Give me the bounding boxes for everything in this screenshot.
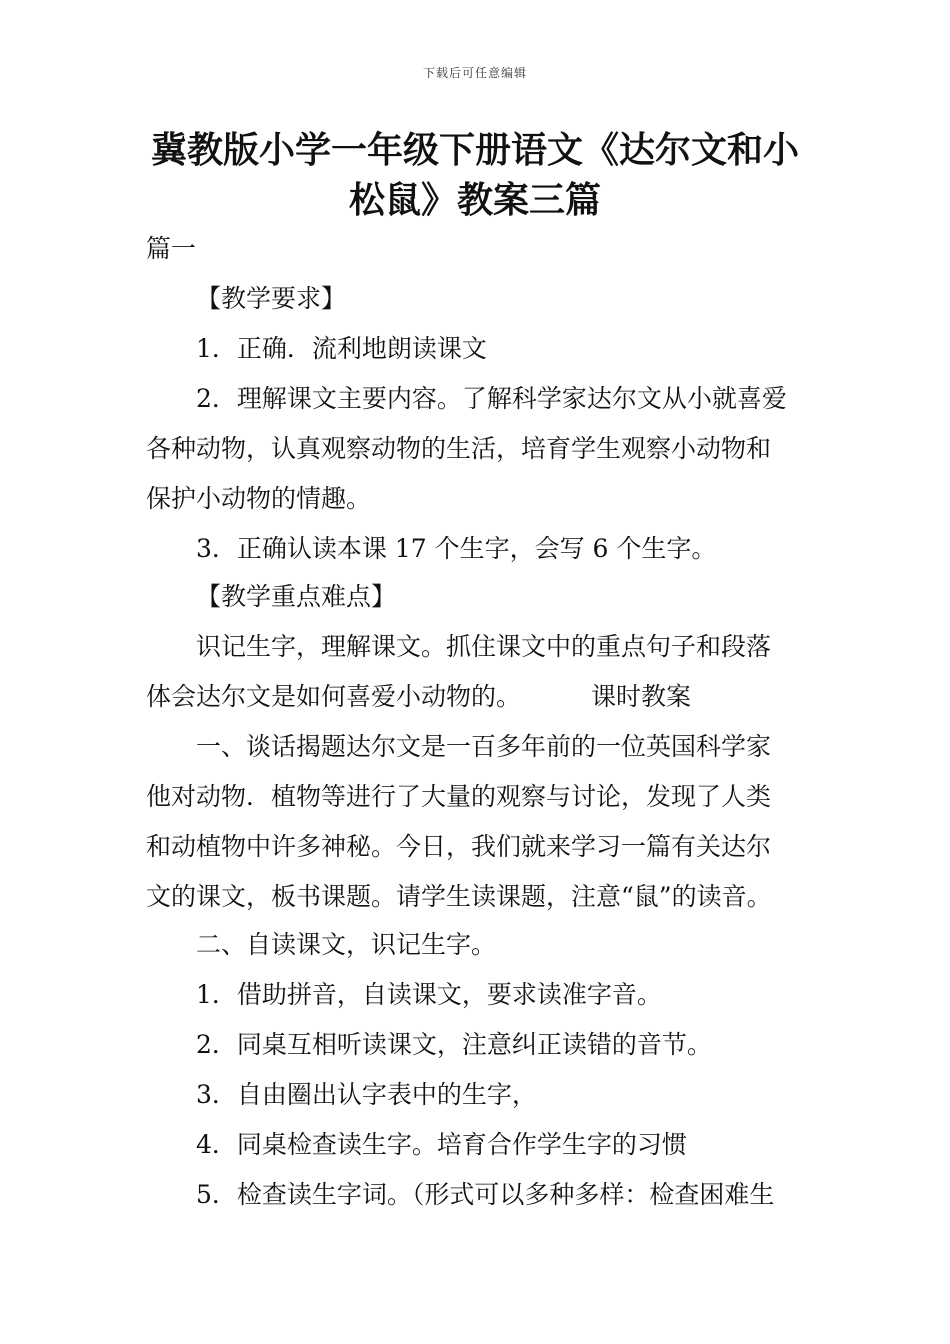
title-line-1: 冀教版小学一年级下册语文《达尔文和小: [150, 130, 799, 171]
step2-item-5: 5．检查读生字词。（形式可以多种多样：检查困难生: [196, 1180, 775, 1209]
step1-line-4: 文的课文，板书课题。请学生读课题，注意“鼠”的读音。: [146, 882, 772, 911]
step2-item-3: 3．自由圈出认字表中的生字，: [196, 1080, 537, 1109]
section-label: 篇一: [146, 234, 197, 263]
lesson-plan-label: 课时教案: [591, 682, 692, 711]
requirement-1: 1．正确．流利地朗读课文: [196, 334, 487, 363]
step1-line-1: 一、谈话揭题达尔文是一百多年前的一位英国科学家: [196, 732, 772, 761]
requirement-2-line-2: 各种动物，认真观察动物的生活，培育学生观察小动物和: [146, 434, 772, 463]
keypoints-line-2-text: 体会达尔文是如何喜爱小动物的。: [146, 682, 522, 711]
step2-item-2: 2．同桌互相听读课文，注意纠正读错的音节。: [196, 1030, 712, 1059]
step1-line-3: 和动植物中许多神秘。今日，我们就来学习一篇有关达尔: [146, 832, 772, 861]
heading-requirements: 【教学要求】: [196, 284, 347, 313]
document-title: [120, 126, 830, 226]
requirement-2-line-1: 2．理解课文主要内容。了解科学家达尔文从小就喜爱: [196, 384, 787, 413]
step2-item-4: 4．同桌检查读生字。培育合作学生字的习惯: [196, 1130, 687, 1159]
keypoints-line-1: 识记生字，理解课文。抓住课文中的重点句子和段落: [196, 632, 772, 661]
step2-heading: 二、自读课文，识记生字。: [196, 930, 497, 959]
step2-item-1: 1．借助拼音，自读课文，要求读准字音。: [196, 980, 662, 1009]
header-note: 下载后可任意编辑: [422, 66, 527, 80]
title-line-2: 松鼠》教案三篇: [348, 180, 601, 221]
requirement-3: 3．正确认读本课 17 个生字，会写 6 个生字。: [196, 534, 717, 563]
requirement-2-line-3: 保护小动物的情趣。: [146, 484, 372, 513]
keypoints-line-2: [146, 672, 691, 722]
step1-line-2: 他对动物．植物等进行了大量的观察与讨论，发现了人类: [146, 782, 772, 811]
heading-keypoints: 【教学重点难点】: [196, 582, 397, 611]
